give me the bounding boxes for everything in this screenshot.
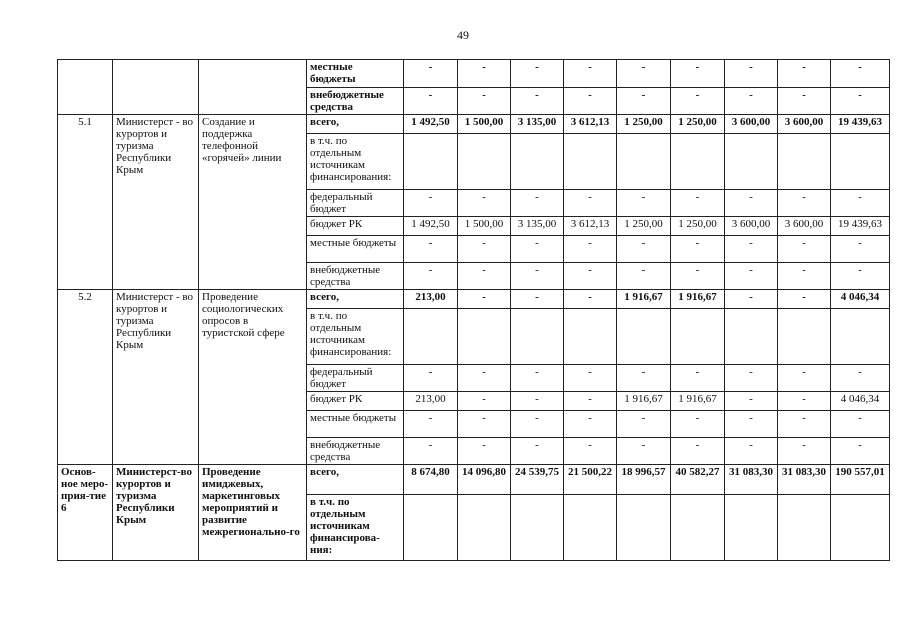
empty-cell (725, 309, 778, 365)
empty-cell (617, 134, 671, 190)
value-cell: 31 083,30 (725, 465, 778, 495)
value-cell: - (831, 438, 890, 465)
value-cell: - (725, 438, 778, 465)
name-cell: Проведение социологических опросов в туристской сфере (199, 290, 307, 465)
value-cell: 3 600,00 (725, 217, 778, 236)
source-cell: бюджет РК (307, 217, 404, 236)
value-cell: 213,00 (404, 290, 458, 309)
value-cell: - (458, 236, 511, 263)
value-cell: - (564, 263, 617, 290)
value-cell: 3 612,13 (564, 217, 617, 236)
value-cell: - (404, 236, 458, 263)
empty-cell (511, 134, 564, 190)
value-cell: - (617, 60, 671, 88)
value-cell: - (404, 411, 458, 438)
value-cell: 1 500,00 (458, 115, 511, 134)
value-cell: - (564, 411, 617, 438)
value-cell: - (831, 88, 890, 115)
code-cell (58, 60, 113, 115)
empty-cell (831, 134, 890, 190)
value-cell: - (511, 365, 564, 392)
empty-cell (458, 495, 511, 561)
value-cell: - (564, 392, 617, 411)
table-row (58, 290, 890, 309)
empty-cell (458, 309, 511, 365)
empty-cell (404, 495, 458, 561)
value-cell: - (404, 190, 458, 217)
empty-cell (511, 495, 564, 561)
value-cell: - (831, 236, 890, 263)
value-cell: - (511, 411, 564, 438)
value-cell: - (617, 365, 671, 392)
value-cell: - (725, 190, 778, 217)
value-cell: - (458, 290, 511, 309)
value-cell: - (725, 290, 778, 309)
value-cell: 19 439,63 (831, 217, 890, 236)
value-cell: - (458, 365, 511, 392)
value-cell: - (725, 88, 778, 115)
value-cell: 21 500,22 (564, 465, 617, 495)
value-cell: - (725, 365, 778, 392)
value-cell: - (671, 438, 725, 465)
value-cell: 3 135,00 (511, 115, 564, 134)
value-cell: - (617, 263, 671, 290)
source-cell: бюджет РК (307, 392, 404, 411)
empty-cell (671, 309, 725, 365)
executor-cell: Министерст-во курортов и туризма Республики Крым (113, 465, 199, 561)
value-cell: - (511, 190, 564, 217)
source-cell: внебюджетные средства (307, 88, 404, 115)
value-cell: - (617, 236, 671, 263)
value-cell: - (831, 60, 890, 88)
value-cell: 1 916,67 (617, 392, 671, 411)
value-cell: - (725, 411, 778, 438)
empty-cell (831, 495, 890, 561)
empty-cell (404, 134, 458, 190)
value-cell: 31 083,30 (778, 465, 831, 495)
value-cell: - (458, 438, 511, 465)
value-cell: 1 916,67 (671, 392, 725, 411)
name-cell: Проведение имиджевых, маркетинговых мероприятий и развитие межрегионально-го (199, 465, 307, 561)
source-cell: всего, (307, 465, 404, 495)
source-cell: в т.ч. по отдельным источникам финансирования: (307, 134, 404, 190)
table-body (58, 60, 890, 561)
value-cell: 1 250,00 (617, 115, 671, 134)
value-cell: 40 582,27 (671, 465, 725, 495)
empty-cell (778, 134, 831, 190)
value-cell: 1 250,00 (671, 115, 725, 134)
value-cell: - (778, 190, 831, 217)
value-cell: - (458, 392, 511, 411)
value-cell: - (511, 88, 564, 115)
value-cell: - (564, 438, 617, 465)
value-cell: - (511, 60, 564, 88)
value-cell: - (617, 438, 671, 465)
value-cell: - (617, 88, 671, 115)
value-cell: - (671, 190, 725, 217)
empty-cell (617, 495, 671, 561)
table-row (58, 115, 890, 134)
value-cell: - (778, 438, 831, 465)
value-cell: - (778, 236, 831, 263)
value-cell: - (725, 392, 778, 411)
value-cell: 24 539,75 (511, 465, 564, 495)
source-cell: внебюджетные средства (307, 263, 404, 290)
table-row (58, 60, 890, 88)
table-row (58, 465, 890, 495)
source-cell: внебюджетные средства (307, 438, 404, 465)
empty-cell (564, 309, 617, 365)
source-cell: местные бюджеты (307, 60, 404, 88)
value-cell: - (404, 88, 458, 115)
value-cell: - (404, 60, 458, 88)
value-cell: - (617, 190, 671, 217)
value-cell: - (511, 263, 564, 290)
source-cell: всего, (307, 115, 404, 134)
value-cell: - (617, 411, 671, 438)
value-cell: 1 250,00 (617, 217, 671, 236)
code-cell: 5.2 (58, 290, 113, 465)
empty-cell (778, 495, 831, 561)
empty-cell (671, 495, 725, 561)
value-cell: - (671, 88, 725, 115)
empty-cell (671, 134, 725, 190)
value-cell: - (564, 290, 617, 309)
value-cell: 1 250,00 (671, 217, 725, 236)
value-cell: - (458, 60, 511, 88)
value-cell: 3 612,13 (564, 115, 617, 134)
value-cell: 213,00 (404, 392, 458, 411)
value-cell: - (725, 236, 778, 263)
value-cell: 4 046,34 (831, 290, 890, 309)
value-cell: - (458, 263, 511, 290)
executor-cell (113, 60, 199, 115)
page-number: 49 (457, 28, 469, 42)
value-cell: - (564, 365, 617, 392)
executor-cell: Министерст - во курортов и туризма Республики Крым (113, 115, 199, 290)
source-cell: федеральный бюджет (307, 365, 404, 392)
value-cell: - (778, 60, 831, 88)
value-cell: - (564, 190, 617, 217)
value-cell: - (564, 236, 617, 263)
value-cell: - (778, 88, 831, 115)
source-cell: в т.ч. по отдельным источникам финансирова-ния: (307, 495, 404, 561)
value-cell: 3 600,00 (725, 115, 778, 134)
source-cell: местные бюджеты (307, 411, 404, 438)
value-cell: - (778, 411, 831, 438)
value-cell: 3 135,00 (511, 217, 564, 236)
value-cell: - (458, 411, 511, 438)
value-cell: 14 096,80 (458, 465, 511, 495)
value-cell: - (404, 365, 458, 392)
value-cell: - (778, 365, 831, 392)
value-cell: 1 916,67 (617, 290, 671, 309)
source-cell: федеральный бюджет (307, 190, 404, 217)
value-cell: 3 600,00 (778, 115, 831, 134)
executor-cell: Министерст - во курортов и туризма Республики Крым (113, 290, 199, 465)
value-cell: - (511, 392, 564, 411)
value-cell: - (458, 190, 511, 217)
name-cell: Создание и поддержка телефонной «горячей» линии (199, 115, 307, 290)
value-cell: 18 996,57 (617, 465, 671, 495)
value-cell: - (831, 411, 890, 438)
value-cell: - (564, 60, 617, 88)
empty-cell (404, 309, 458, 365)
value-cell: - (831, 263, 890, 290)
value-cell: - (725, 263, 778, 290)
empty-cell (778, 309, 831, 365)
value-cell: - (458, 88, 511, 115)
value-cell: - (671, 263, 725, 290)
value-cell: - (778, 290, 831, 309)
empty-cell (458, 134, 511, 190)
code-cell: Основ-ное меро-прия-тие 6 (58, 465, 113, 561)
value-cell: - (831, 365, 890, 392)
empty-cell (725, 134, 778, 190)
value-cell: - (831, 190, 890, 217)
value-cell: - (725, 60, 778, 88)
empty-cell (564, 134, 617, 190)
name-cell (199, 60, 307, 115)
value-cell: - (564, 88, 617, 115)
value-cell: - (404, 438, 458, 465)
value-cell: 1 500,00 (458, 217, 511, 236)
value-cell: 3 600,00 (778, 217, 831, 236)
value-cell: 1 492,50 (404, 115, 458, 134)
value-cell: 1 916,67 (671, 290, 725, 309)
source-cell: всего, (307, 290, 404, 309)
value-cell: - (404, 263, 458, 290)
value-cell: - (671, 411, 725, 438)
value-cell: - (778, 392, 831, 411)
value-cell: 19 439,63 (831, 115, 890, 134)
value-cell: - (778, 263, 831, 290)
value-cell: - (671, 236, 725, 263)
code-cell: 5.1 (58, 115, 113, 290)
empty-cell (564, 495, 617, 561)
source-cell: местные бюджеты (307, 236, 404, 263)
value-cell: 8 674,80 (404, 465, 458, 495)
value-cell: - (671, 365, 725, 392)
value-cell: 1 492,50 (404, 217, 458, 236)
empty-cell (831, 309, 890, 365)
budget-table (57, 59, 890, 561)
empty-cell (725, 495, 778, 561)
empty-cell (617, 309, 671, 365)
source-cell: в т.ч. по отдельным источникам финансирования: (307, 309, 404, 365)
value-cell: - (511, 290, 564, 309)
empty-cell (511, 309, 564, 365)
value-cell: 4 046,34 (831, 392, 890, 411)
value-cell: 190 557,01 (831, 465, 890, 495)
value-cell: - (671, 60, 725, 88)
value-cell: - (511, 236, 564, 263)
value-cell: - (511, 438, 564, 465)
